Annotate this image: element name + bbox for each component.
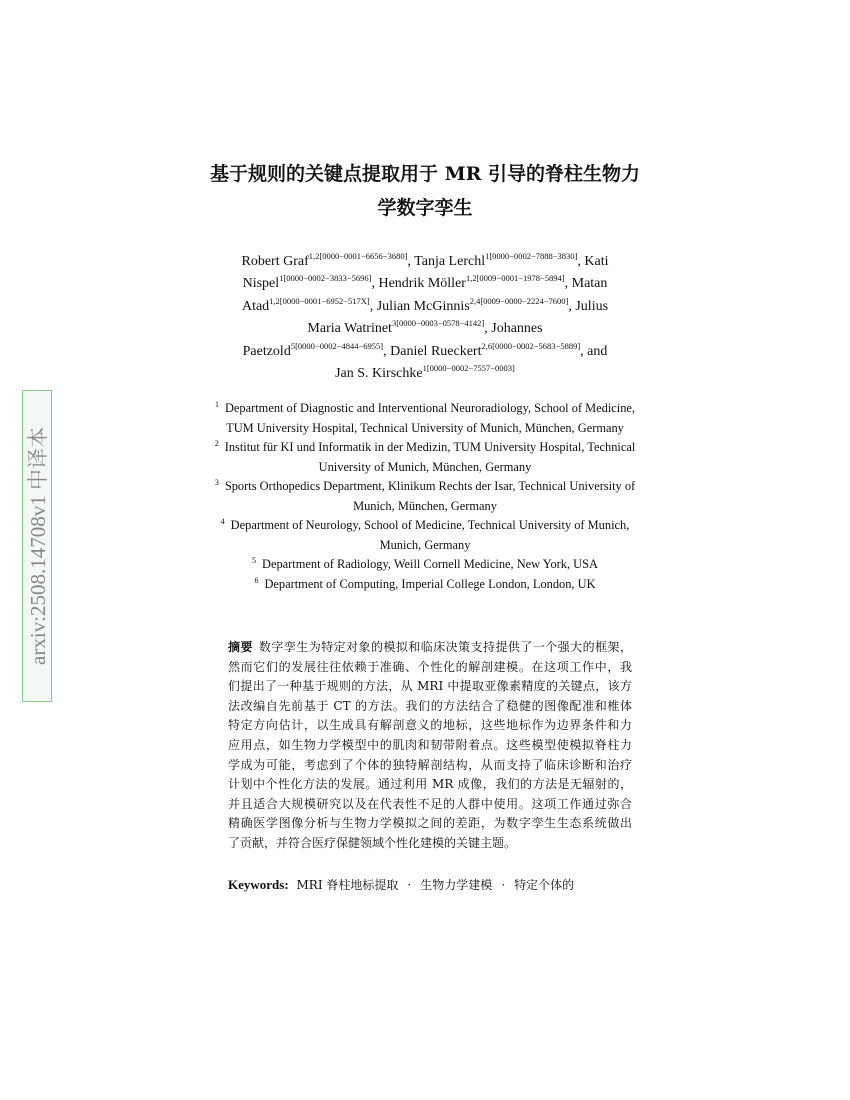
affiliation-text: Department of Radiology, Weill Cornell Medicine, New York, USA <box>262 557 598 571</box>
affiliation-line <box>120 555 730 575</box>
author-name: , Johannes <box>484 321 543 337</box>
affiliation-number: 6 <box>254 575 259 585</box>
author-orcid: 5[0000−0002−4844−6955] <box>290 340 384 351</box>
author-orcid: 1[0000−0002−3833−5696] <box>279 273 372 284</box>
author-orcid: 1,2[0000−0001−6656−3680] <box>308 251 408 261</box>
author-name: Paetzold <box>242 343 291 359</box>
keyword: 生物力学建模 <box>420 878 493 892</box>
author-orcid: 1[0000−0002−7888−3830] <box>485 251 578 261</box>
affiliation-line <box>120 497 730 517</box>
affiliation-line <box>120 575 730 595</box>
abstract-text: 计划中个性化方法的发展。通过利用 MR 成像，我们的方法是无辐射的， <box>228 777 632 792</box>
affiliation-number: 3 <box>214 478 219 487</box>
author-name: Nispel <box>242 276 280 292</box>
abstract-text: 并且适合大规模研究以及在代表性不足的人群中使用。这项工作通过弥合 <box>228 796 632 811</box>
affiliation-line <box>120 477 730 497</box>
author-name: , Daniel Rueckert <box>383 343 482 359</box>
author-name: , Matan <box>564 276 608 292</box>
keyword: 特定个体的 <box>514 878 575 892</box>
arxiv-watermark <box>22 390 52 702</box>
abstract-line <box>228 736 632 756</box>
affiliation-line <box>120 536 730 556</box>
keywords-label: Keywords: <box>228 877 289 892</box>
author-name: , Hendrik Möller <box>371 276 466 292</box>
title-line: 学数字孪生 <box>377 197 473 219</box>
abstract-label: 摘要 <box>228 640 253 654</box>
affiliation-text: Department of Diagnostic and Interventional Neuroradiology, School of Medicine, <box>224 401 636 415</box>
keyword: MRI 脊柱地标提取 <box>296 878 399 892</box>
abstract-line <box>228 677 632 697</box>
author-list <box>120 251 730 385</box>
author-name: , Tanja Lerchl <box>407 254 486 269</box>
author-orcid: 2,6[0000−0002−5683−5889] <box>481 340 581 351</box>
author-name: , Julius <box>568 298 609 314</box>
keywords <box>228 876 574 893</box>
affiliation-line <box>120 399 730 419</box>
author-orcid: 1[0000−0002−7557−0003] <box>422 362 515 373</box>
abstract-line <box>228 795 632 815</box>
abstract <box>228 638 632 854</box>
keyword-separator: · <box>407 878 412 892</box>
paper-title <box>150 157 700 225</box>
affiliation-line <box>120 458 730 478</box>
author-name: Atad <box>241 298 270 314</box>
author-name: Jan S. Kirschke <box>335 365 423 381</box>
affiliation-line <box>120 438 730 458</box>
author-name: , Julian McGinnis <box>369 298 470 314</box>
abstract-text: 精确医学图像分析与生物力学模拟之间的差距，为数字孪生生态系统做出 <box>228 816 632 831</box>
affiliation-line <box>120 419 730 439</box>
abstract-line <box>228 697 632 717</box>
abstract-text: 们提出了一种基于规则的方法，从 MRI 中提取亚像素精度的关键点，该方 <box>228 679 632 694</box>
affiliation-text: Department of Neurology, School of Medicine, Technical University of Munich, <box>230 518 630 532</box>
abstract-line <box>228 658 632 678</box>
affiliation-text: Munich, Germany <box>379 537 471 552</box>
abstract-line <box>228 775 632 795</box>
abstract-line <box>228 756 632 776</box>
affiliation-number: 1 <box>214 400 219 409</box>
keyword-separator: · <box>501 878 506 892</box>
affiliation-text: Department of Computing, Imperial College London, London, UK <box>264 576 596 591</box>
author-orcid: 3[0000−0003−0578−4142] <box>391 318 485 329</box>
abstract-text: 特定方向估计，以生成具有解剖意义的地标，这些地标作为边界条件和力 <box>228 718 632 733</box>
abstract-text: 数字孪生为特定对象的模拟和临床决策支持提供了一个强大的框架， <box>258 640 632 654</box>
affiliation-text: Institut für KI und Informatik in der Medizin, TUM University Hospital, Technical <box>224 440 636 454</box>
abstract-text: 了贡献，并符合医疗保健领域个性化建模的关键主题。 <box>228 835 517 850</box>
affiliation-list <box>120 399 730 594</box>
affiliation-number: 5 <box>252 556 257 565</box>
abstract-text: 应用点，如生物力学模型中的肌肉和韧带附着点。这些模型使模拟脊柱力 <box>228 737 632 752</box>
affiliation-text: University of Munich, München, Germany <box>318 459 532 474</box>
title-line: 基于规则的关键点提取用于 MR 引导的脊柱生物力 <box>209 163 641 185</box>
abstract-text: 然而它们的发展往往依赖于准确、个性化的解剖建模。在这项工作中，我 <box>228 659 632 674</box>
abstract-text: 学成为可能，考虑到了个体的独特解剖结构，从而支持了临床诊断和治疗 <box>228 757 632 772</box>
author-orcid: 1,2[0000−0001−6952−517X] <box>269 295 370 306</box>
affiliation-text: Munich, München, Germany <box>353 498 497 513</box>
abstract-line <box>228 716 632 736</box>
author-line <box>120 341 730 363</box>
abstract-line <box>228 638 632 658</box>
author-line <box>120 296 730 318</box>
author-name: , Kati <box>577 254 609 269</box>
abstract-line <box>228 814 632 834</box>
author-line <box>120 363 730 385</box>
affiliation-number: 4 <box>220 517 225 526</box>
author-line <box>120 273 730 295</box>
author-line <box>120 318 730 340</box>
author-orcid: 1,2[0009−0001−1978−5894] <box>465 273 565 284</box>
affiliation-text: TUM University Hospital, Technical University of Munich, München, Germany <box>226 420 624 435</box>
abstract-text: 法改编自先前基于 CT 的方法。我们的方法结合了稳健的图像配准和椎体 <box>228 698 632 713</box>
author-name: Maria Watrinet <box>307 321 392 337</box>
author-name: Robert Graf <box>241 254 309 269</box>
author-name: , and <box>580 343 608 359</box>
affiliation-text: Sports Orthopedics Department, Klinikum Rechts der Isar, Technical University of <box>224 479 636 493</box>
author-orcid: 2,4[0009−0000−2224−7600] <box>469 295 569 306</box>
affiliation-number: 2 <box>214 439 219 448</box>
watermark-text: arxiv:2508.14708v1 中译本 <box>26 427 50 665</box>
abstract-line <box>228 834 632 854</box>
author-line <box>120 251 730 273</box>
affiliation-line <box>120 516 730 536</box>
